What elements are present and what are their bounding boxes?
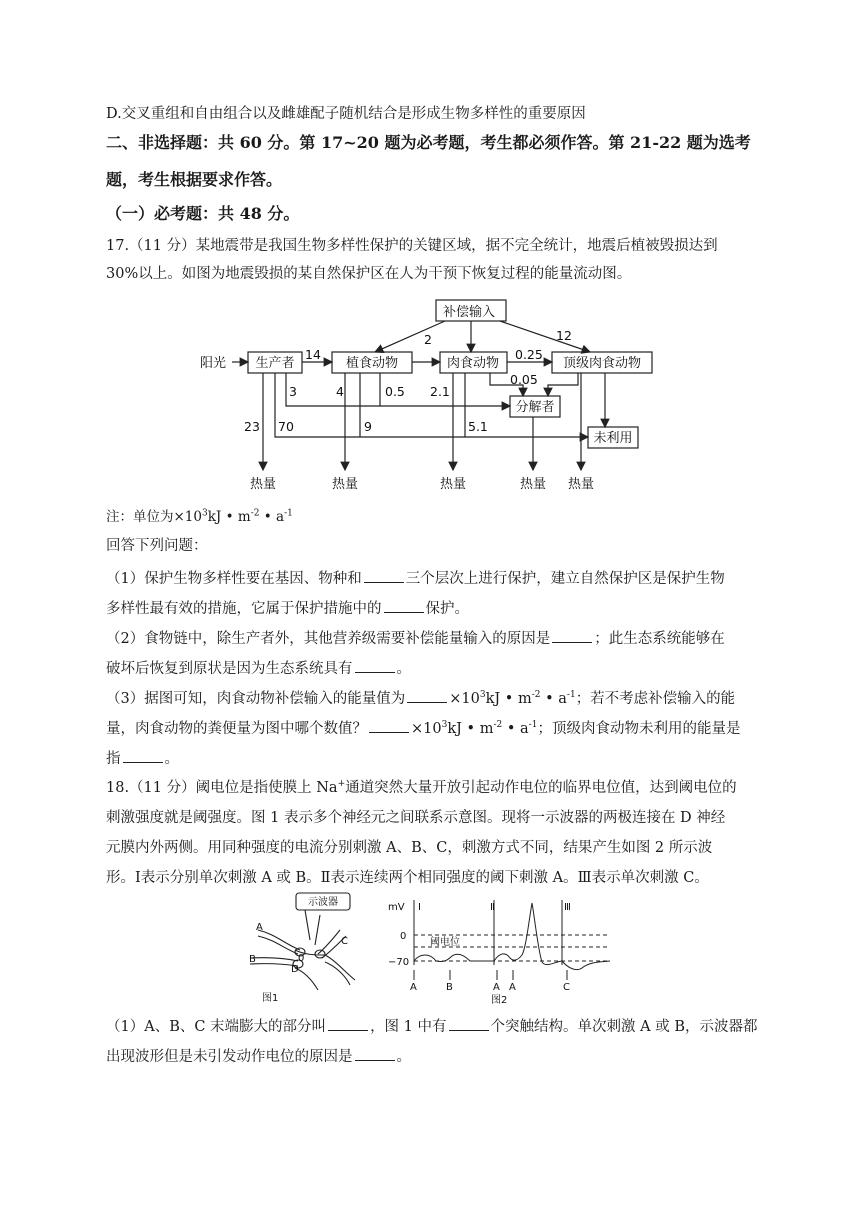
value-2.1: 2.1 — [430, 384, 450, 399]
neuron-0-label: 0 — [298, 953, 305, 964]
value-14: 14 — [305, 347, 321, 362]
value-4: 4 — [336, 384, 344, 399]
answer-blank — [552, 628, 592, 643]
q18-stem: 18.（11 分）阈电位是指使膜上 Na+通道突然大量开放引起动作电位的临界电位值，达到阈电位的 — [106, 779, 737, 796]
q18-sub1-line1: （1）A、B、C 末端膨大的部分叫 ，图 1 中有 个突触结构。单次刺激 A 或 B，示波器都 — [106, 1016, 757, 1037]
stim-c-label: C — [563, 982, 570, 993]
answer-blank — [328, 1016, 368, 1031]
q17-stem-cont: 30%以上。如图为地震毁损的某自然保护区在人为干预下恢复过程的能量流动图。 — [106, 266, 632, 282]
value-9: 9 — [364, 419, 372, 434]
stim-a-label: A — [410, 982, 417, 993]
sub-q3-line3: 指 。 — [106, 748, 179, 769]
sub-q3-line2: 量，肉食动物的粪便量为图中哪个数值？ $\times 10^3kJ$ • $m^{-2}$ • $a^{-1}$；顶级肉食动物未利用的能量是 — [106, 718, 740, 739]
heat-label: 热量 — [439, 477, 467, 492]
answer-blank — [369, 718, 409, 733]
answer-blank — [384, 598, 424, 613]
waveform-figure — [380, 890, 620, 1005]
value-0.05: 0.05 — [510, 372, 538, 387]
stim-a-label: A — [509, 982, 516, 993]
answer-blank — [449, 1016, 489, 1031]
answer-blank — [407, 688, 447, 703]
q18-sub1-line2: 出现波形但是未引发动作电位的原因是 。 — [106, 1046, 411, 1067]
figure1-caption: 图1 — [262, 993, 279, 1004]
energy-flow-diagram — [190, 295, 670, 500]
neuron-c-label: C — [341, 936, 348, 947]
oscilloscope-label: 示波器 — [308, 897, 338, 908]
top-carnivore-label: 顶级肉食动物 — [562, 356, 642, 371]
value-2: 2 — [424, 332, 432, 347]
phase-2-label: Ⅱ — [490, 902, 495, 913]
carnivore-label: 肉食动物 — [446, 356, 500, 371]
answer-blank — [364, 568, 404, 583]
stim-b-label: B — [446, 982, 453, 993]
heat-label: 热量 — [567, 477, 595, 492]
answer-blank — [123, 748, 163, 763]
answer-intro: 回答下列问题： — [106, 538, 208, 554]
neuron-d-label: D — [291, 964, 299, 975]
threshold-label: 阈电位 — [430, 937, 460, 948]
value-23: 23 — [244, 419, 260, 434]
unit-note: 注：单位为$\times 10^3kJ$ • $m^{-2}$ • $a^{-1}$ — [106, 508, 293, 525]
decomposer-label: 分解者 — [515, 400, 555, 415]
unused-label: 未利用 — [593, 431, 633, 446]
herbivore-label: 植食动物 — [345, 356, 399, 371]
value-5.1: 5.1 — [468, 419, 488, 434]
neuron-b-label: B — [249, 954, 256, 965]
answer-blank — [355, 1046, 395, 1061]
value-0.5: 0.5 — [385, 384, 405, 399]
q18-stem-3: 元膜内外两侧。用同种强度的电流分别刺激 A、B、C，刺激方式不同，结果产生如图 2 所示波 — [106, 840, 713, 856]
heat-label: 热量 — [249, 477, 277, 492]
sub-q1-line1: （1）保护生物多样性要在基因、物种和 三个层次上进行保护，建立自然保护区是保护生物 — [106, 568, 725, 589]
option-d: D.交叉重组和自由组合以及雌雄配子随机结合是形成生物多样性的重要原因 — [106, 106, 586, 122]
section-heading: 二、非选择题：共 60 分。第 17~20 题为必考题，考生都必须作答。第 21-22 题为选考 — [106, 133, 751, 152]
figure2-caption: 图2 — [491, 995, 508, 1005]
sub-q2-line1: （2）食物链中，除生产者外，其他营养级需要补偿能量输入的原因是 ；此生态系统能够在 — [106, 628, 725, 649]
answer-blank — [355, 658, 395, 673]
q18-stem-4: 形。Ⅰ表示分别单次刺激 A 或 B。Ⅱ表示连续两个相同强度的阈下刺激 A。Ⅲ表示单次刺激 C。 — [106, 870, 709, 886]
value-12: 12 — [556, 328, 572, 343]
compensation-label: 补偿输入 — [442, 305, 496, 320]
heat-label: 热量 — [331, 477, 359, 492]
q18-stem-2: 刺激强度就是阈强度。图 1 表示多个神经元之间联系示意图。现将一示波器的两极连接在 D 神经 — [106, 810, 726, 826]
value-70: 70 — [278, 419, 294, 434]
producer-label: 生产者 — [255, 356, 295, 371]
heat-label: 热量 — [519, 477, 547, 492]
neuron-a-label: A — [256, 922, 263, 933]
phase-3-label: Ⅲ — [564, 902, 571, 913]
sub-q2-line2: 破坏后恢复到原状是因为生态系统具有 。 — [106, 658, 411, 679]
subsection-heading: （一）必考题：共 48 分。 — [106, 204, 300, 223]
q17-stem: 17.（11 分）某地震带是我国生物多样性保护的关键区域，据不完全统计，地震后植被毁损达到 — [106, 238, 718, 254]
value-0.25: 0.25 — [515, 347, 543, 362]
neuron-figure — [244, 890, 374, 1005]
stim-a-label: A — [493, 982, 500, 993]
wave-tick-70: −70 — [388, 957, 410, 968]
wave-tick-0: 0 — [400, 931, 407, 942]
section-heading-cont: 题，考生根据要求作答。 — [106, 170, 283, 189]
sub-q1-line2: 多样性最有效的措施，它属于保护措施中的 保护。 — [106, 598, 469, 619]
sub-q3-line1: （3）据图可知，肉食动物补偿输入的能量值为 $\times 10^3kJ$ • $m^{-2}$ • $a^{-1}$；若不考虑补偿输入的能 — [106, 688, 735, 709]
sunlight-label: 阳光 — [200, 356, 227, 371]
phase-1-label: Ⅰ — [418, 902, 421, 913]
value-3: 3 — [289, 384, 297, 399]
wave-ylabel: mV — [388, 902, 405, 913]
